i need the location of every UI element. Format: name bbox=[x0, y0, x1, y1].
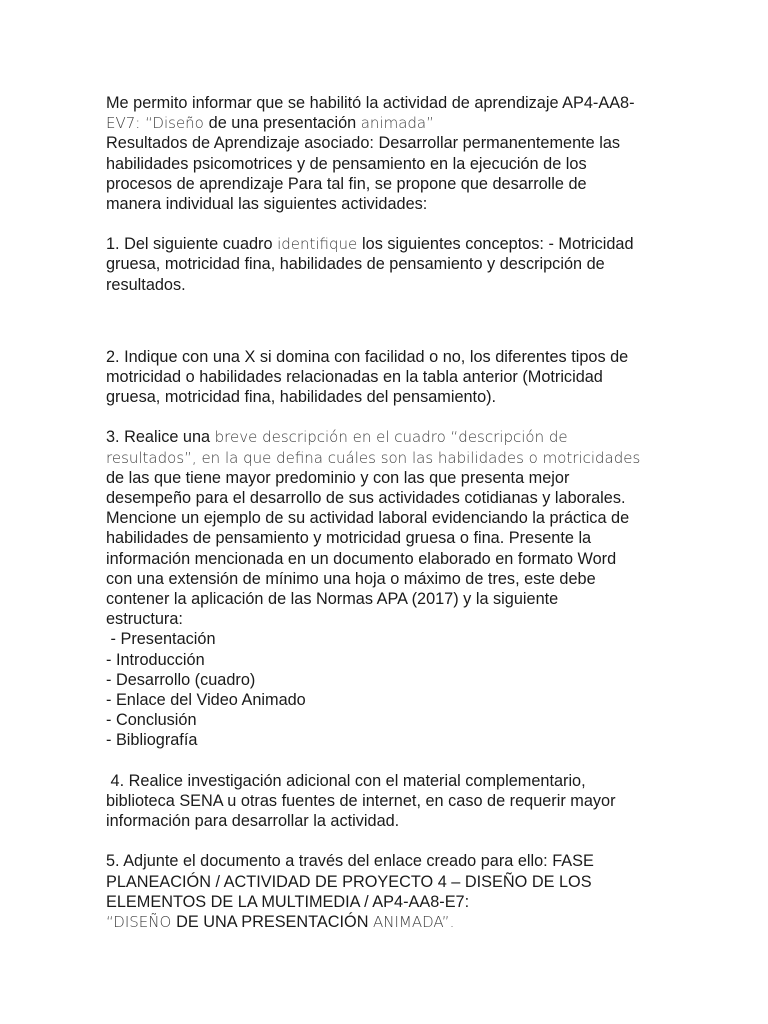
document-page bbox=[106, 93, 666, 932]
structure-list bbox=[106, 629, 666, 750]
item-line: 4. Realice investigación adicional con el material complementario, bbox=[106, 771, 586, 790]
item-2 bbox=[106, 347, 666, 408]
item-line: desempeño para el desarrollo de sus actividades cotidianas y laborales. bbox=[106, 489, 626, 508]
item-line: información para desarrollar la actividad. bbox=[106, 812, 400, 831]
list-item: - Presentación bbox=[106, 630, 216, 649]
item-line: de las que tiene mayor predominio y con las que presenta mejor bbox=[106, 468, 570, 487]
item-line: PLANEACIÓN / ACTIVIDAD DE PROYECTO 4 – DISEÑO DE LOS bbox=[106, 872, 592, 891]
item-line: gruesa, motricidad fina, habilidades del pensamiento). bbox=[106, 388, 497, 407]
intro-line: Resultados de Aprendizaje asociado: Desarrollar permanentemente las bbox=[106, 134, 621, 153]
intro-line bbox=[106, 113, 666, 133]
item-text-light: “DISEÑO bbox=[106, 912, 177, 931]
intro-line: habilidades psicomotrices y de pensamiento en la ejecución de los bbox=[106, 154, 587, 173]
list-item: - Introducción bbox=[106, 650, 205, 669]
item-line: estructura: bbox=[106, 610, 183, 629]
item-text-light: breve descripción en el cuadro “descripción de bbox=[214, 428, 568, 447]
item-line: información mencionada en un documento elaborado en formato Word bbox=[106, 549, 617, 568]
item-1 bbox=[106, 234, 666, 295]
activity-title-part: animada” bbox=[360, 114, 434, 133]
list-item: - Conclusión bbox=[106, 711, 197, 730]
item-line: 5. Adjunte el documento a través del enlace creado para ello: FASE bbox=[106, 852, 594, 871]
item-line: habilidades de pensamiento y motricidad gruesa o fina. Presente la bbox=[106, 529, 592, 548]
activity-title-part: EV7: “Diseño bbox=[106, 114, 209, 133]
intro-line: manera individual las siguientes actividades: bbox=[106, 195, 428, 214]
item-3 bbox=[106, 427, 666, 750]
item-text: DE UNA PRESENTACIÓN bbox=[176, 912, 373, 931]
item-line bbox=[106, 427, 666, 447]
item-line: contener la aplicación de las Normas APA (2017) y la siguiente bbox=[106, 590, 559, 609]
item-line: Mencione un ejemplo de su actividad laboral evidenciando la práctica de bbox=[106, 509, 630, 528]
intro-paragraph bbox=[106, 93, 666, 214]
list-item: - Enlace del Video Animado bbox=[106, 691, 306, 710]
item-5 bbox=[106, 851, 666, 932]
activity-code: AP4-AA8- bbox=[562, 94, 635, 112]
item-text: 3. Realice una bbox=[106, 428, 215, 447]
intro-line bbox=[106, 93, 666, 113]
item-text: 1. Del siguiente cuadro bbox=[106, 235, 278, 254]
item-line: resultados. bbox=[106, 275, 186, 294]
item-line: 2. Indique con una X si domina con facilidad o no, los diferentes tipos de bbox=[106, 347, 629, 366]
list-item: - Bibliografía bbox=[106, 731, 198, 750]
item-line: biblioteca SENA u otras fuentes de internet, en caso de requerir mayor bbox=[106, 791, 616, 810]
list-item: - Desarrollo (cuadro) bbox=[106, 670, 256, 689]
item-line: motricidad o habilidades relacionadas en la tabla anterior (Motricidad bbox=[106, 368, 603, 387]
item-line bbox=[106, 234, 666, 254]
item-4 bbox=[106, 771, 666, 832]
item-text-light: identifique bbox=[277, 235, 363, 254]
item-line: resultados”, en la que defina cuáles son las habilidades o motricidades bbox=[106, 448, 641, 467]
item-text-light: ANIMADA”. bbox=[373, 912, 455, 931]
activity-title-part: de una presentación bbox=[208, 114, 361, 133]
intro-text: Me permito informar que se habilitó la actividad de aprendizaje bbox=[106, 94, 563, 112]
item-line: ELEMENTOS DE LA MULTIMEDIA / AP4-AA8-E7: bbox=[106, 892, 470, 911]
item-line bbox=[106, 912, 666, 932]
item-text: los siguientes conceptos: - Motricidad bbox=[362, 235, 634, 254]
item-line: con una extensión de mínimo una hoja o máximo de tres, este debe bbox=[106, 569, 596, 588]
item-line: gruesa, motricidad fina, habilidades de pensamiento y descripción de bbox=[106, 255, 605, 274]
intro-line: procesos de aprendizaje Para tal fin, se propone que desarrolle de bbox=[106, 174, 587, 193]
